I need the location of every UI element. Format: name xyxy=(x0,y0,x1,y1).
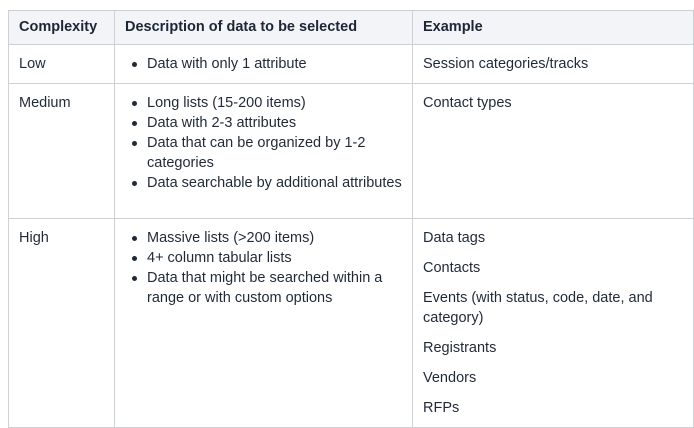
example-list xyxy=(423,228,683,418)
list-item: Data searchable by additional attributes xyxy=(147,175,402,191)
header-complexity: Complexity xyxy=(9,11,115,45)
list-item: Data that might be searched within a range or with custom options xyxy=(147,268,402,308)
example-list xyxy=(423,93,683,113)
table-row-low xyxy=(9,45,694,84)
example-item: Session categories/tracks xyxy=(423,56,589,72)
example-cell xyxy=(413,45,694,84)
description-cell xyxy=(115,45,413,84)
description-cell xyxy=(115,84,413,219)
example-item: Contacts xyxy=(423,260,481,276)
example-cell xyxy=(413,219,694,428)
complexity-cell: Medium xyxy=(9,84,115,219)
list-item: Data with only 1 attribute xyxy=(147,54,402,74)
example-item: Contact types xyxy=(423,95,512,111)
description-list xyxy=(125,93,402,193)
list-item: Long lists (15-200 items) xyxy=(147,93,402,113)
list-item: Data that can be organized by 1-2 categories xyxy=(147,133,402,173)
complexity-cell: Low xyxy=(9,45,115,84)
example-item: RFPs xyxy=(423,400,460,416)
example-item: Events (with status, code, date, and category) xyxy=(423,290,653,326)
table-row-high xyxy=(9,219,694,428)
header-row xyxy=(9,11,694,45)
list-item: Data with 2-3 attributes xyxy=(147,113,402,133)
header-example: Example xyxy=(413,11,694,45)
example-item: Registrants xyxy=(423,340,497,356)
example-cell xyxy=(413,84,694,219)
complexity-cell: High xyxy=(9,219,115,428)
description-cell xyxy=(115,219,413,428)
description-list xyxy=(125,54,402,74)
example-item: Data tags xyxy=(423,230,486,246)
description-list xyxy=(125,228,402,308)
list-item: 4+ column tabular lists xyxy=(147,248,402,268)
example-list xyxy=(423,54,683,74)
complexity-table xyxy=(8,10,694,428)
header-description: Description of data to be selected xyxy=(115,11,413,45)
example-item: Vendors xyxy=(423,370,477,386)
table-row-medium xyxy=(9,84,694,219)
list-item: Massive lists (>200 items) xyxy=(147,228,402,248)
